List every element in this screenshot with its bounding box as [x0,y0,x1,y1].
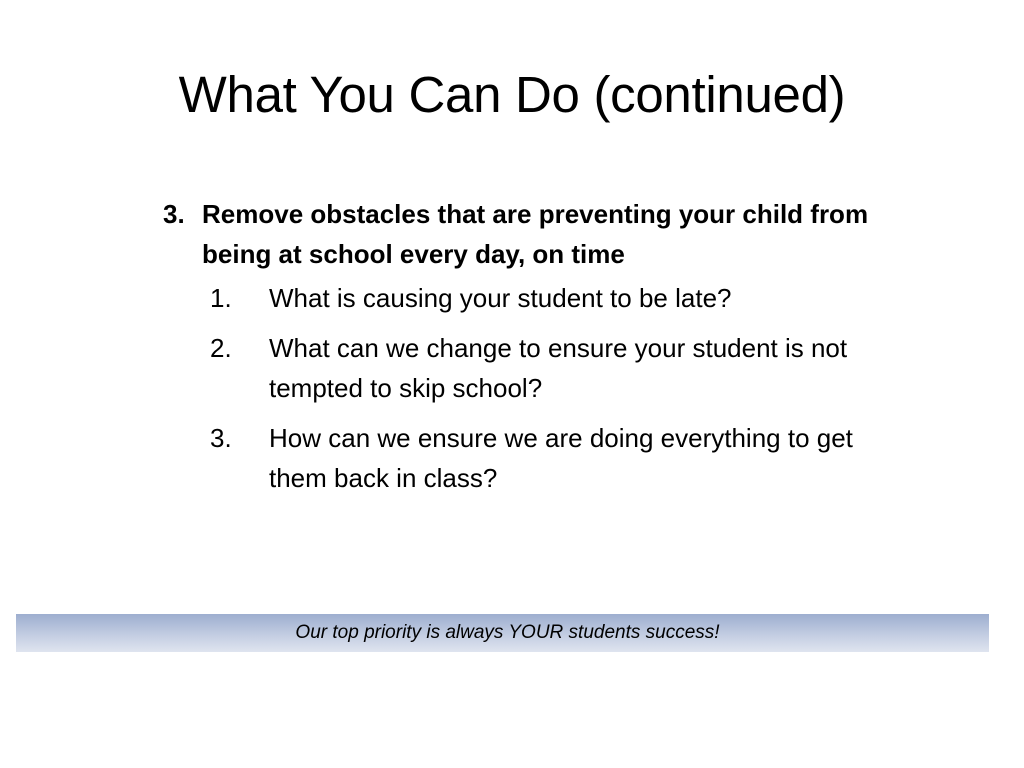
sub-list-item [163,278,923,318]
sub-list-item [163,418,923,498]
sub-item-text: How can we ensure we are doing everything to get them back in class? [269,423,853,493]
sub-item-number: 3. [210,423,232,453]
footer-banner [16,614,989,652]
main-item-text: Remove obstacles that are preventing your child from being at school every day, on time [202,199,869,269]
sub-item-text: What is causing your student to be late? [269,283,732,313]
sub-list [163,278,923,498]
main-item-number: 3. [163,199,185,229]
main-list-item [163,194,923,274]
footer-text: Our top priority is always YOUR students success! [295,622,720,643]
sub-item-text: What can we change to ensure your student is not tempted to skip school? [269,333,848,403]
sub-item-number: 1. [210,283,232,313]
sub-item-number: 2. [210,333,232,363]
sub-list-item [163,328,923,408]
slide-content [163,194,923,508]
slide-title: What You Can Do (continued) [178,66,846,123]
